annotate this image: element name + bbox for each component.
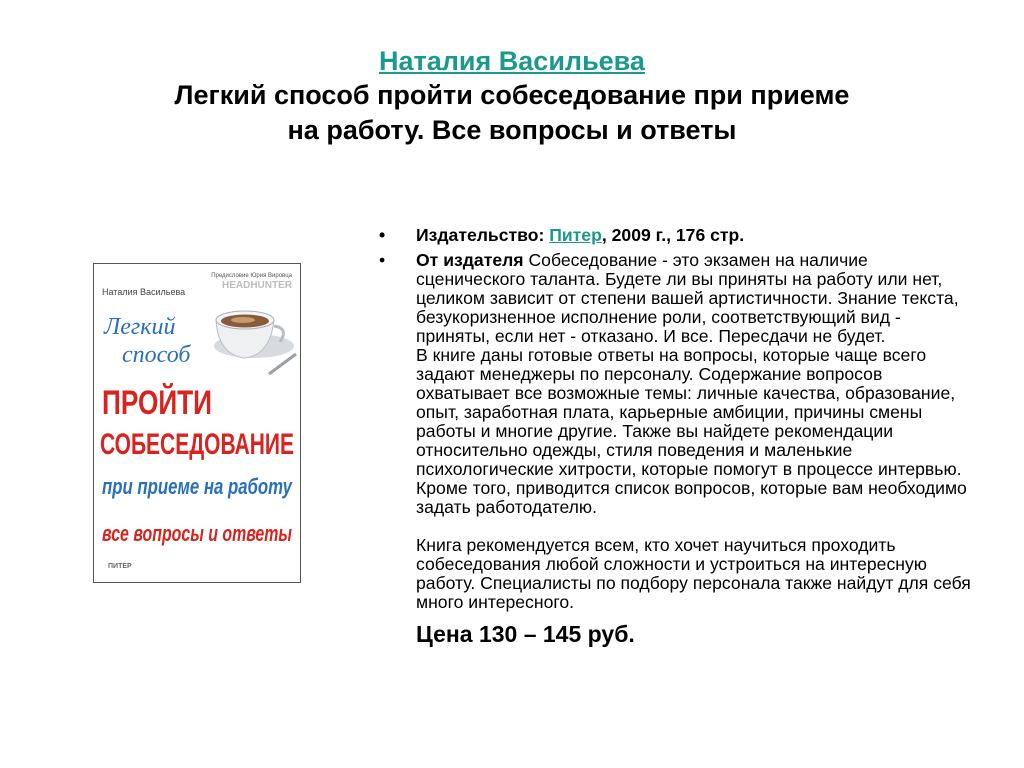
bullet: • bbox=[379, 250, 386, 270]
annotation-paragraph-3: Книга рекомендуется всем, кто хочет научиться проходить собеседования любой сложности и устроиться на интересную работу. Специалисты по подбору персонала также найдут для себя много интересного. bbox=[416, 535, 971, 612]
book-details bbox=[379, 226, 979, 648]
annotation-paragraph-2: В книге даны готовые ответы на вопросы, которые чаще всего задают менеджеры по персоналу. Содержание вопросов охватывает все возможные темы: личные качества, образование, опыт, заработная плата, карьерные амбиции, причины смены работы и многие другие. Также вы найдете рекомендации относительно одежды, стиля поведения и маленькие психологические хитрости, которые помогут в процессе интервью. Кроме того, приводится список вопросов, которые вам необходимо задать работодателю. bbox=[416, 345, 967, 517]
cover-author: Наталия Васильева bbox=[102, 287, 186, 297]
cover-line-pri-prieme: при приеме на работу bbox=[102, 474, 294, 499]
publisher-label: Издательство: bbox=[416, 225, 550, 245]
cover-publisher-logo: ПИТЕР bbox=[108, 563, 132, 570]
slide-title bbox=[0, 44, 1024, 148]
cover-line-sobesedovanie: СОБЕСЕДОВАНИЕ bbox=[100, 428, 294, 461]
cover-line-sposob: способ bbox=[122, 342, 191, 368]
author-link[interactable]: Наталия Васильева bbox=[379, 46, 645, 76]
cover-headhunter: HEADHUNTER bbox=[222, 280, 292, 291]
annotation-label: От издателя bbox=[416, 250, 524, 270]
publisher-link[interactable]: Питер bbox=[549, 225, 602, 245]
book-title-line-1: Легкий способ пройти собеседование при приеме bbox=[174, 80, 850, 110]
cover-line-legky: Легкий bbox=[104, 314, 176, 340]
cover-line-proyti: ПРОЙТИ bbox=[102, 384, 245, 422]
book-cover-image bbox=[93, 263, 301, 583]
annotation bbox=[379, 251, 979, 648]
annotation-intro: Собеседование - это экзамен на наличие сценического таланта. Будете ли вы приняты на работу или нет, целиком зависит от степени вашей артистичности. Знание текста, безукоризненное исполнение роли, соответствующий вид - приняты, если нет - отказано. И все. Пересдачи не будет. bbox=[416, 250, 959, 346]
cover-preface: Предисловие Юрия Вировца bbox=[211, 273, 292, 279]
bullet: • bbox=[379, 225, 386, 245]
cover-line-vse-voprosy: все вопросы и ответы bbox=[102, 521, 293, 546]
publisher-meta: , 2009 г., 176 стр. bbox=[601, 225, 745, 245]
book-title-line-2: на работу. Все вопросы и ответы bbox=[287, 115, 737, 145]
price: Цена 130 – 145 руб. bbox=[416, 621, 635, 647]
publisher-info bbox=[379, 226, 979, 245]
